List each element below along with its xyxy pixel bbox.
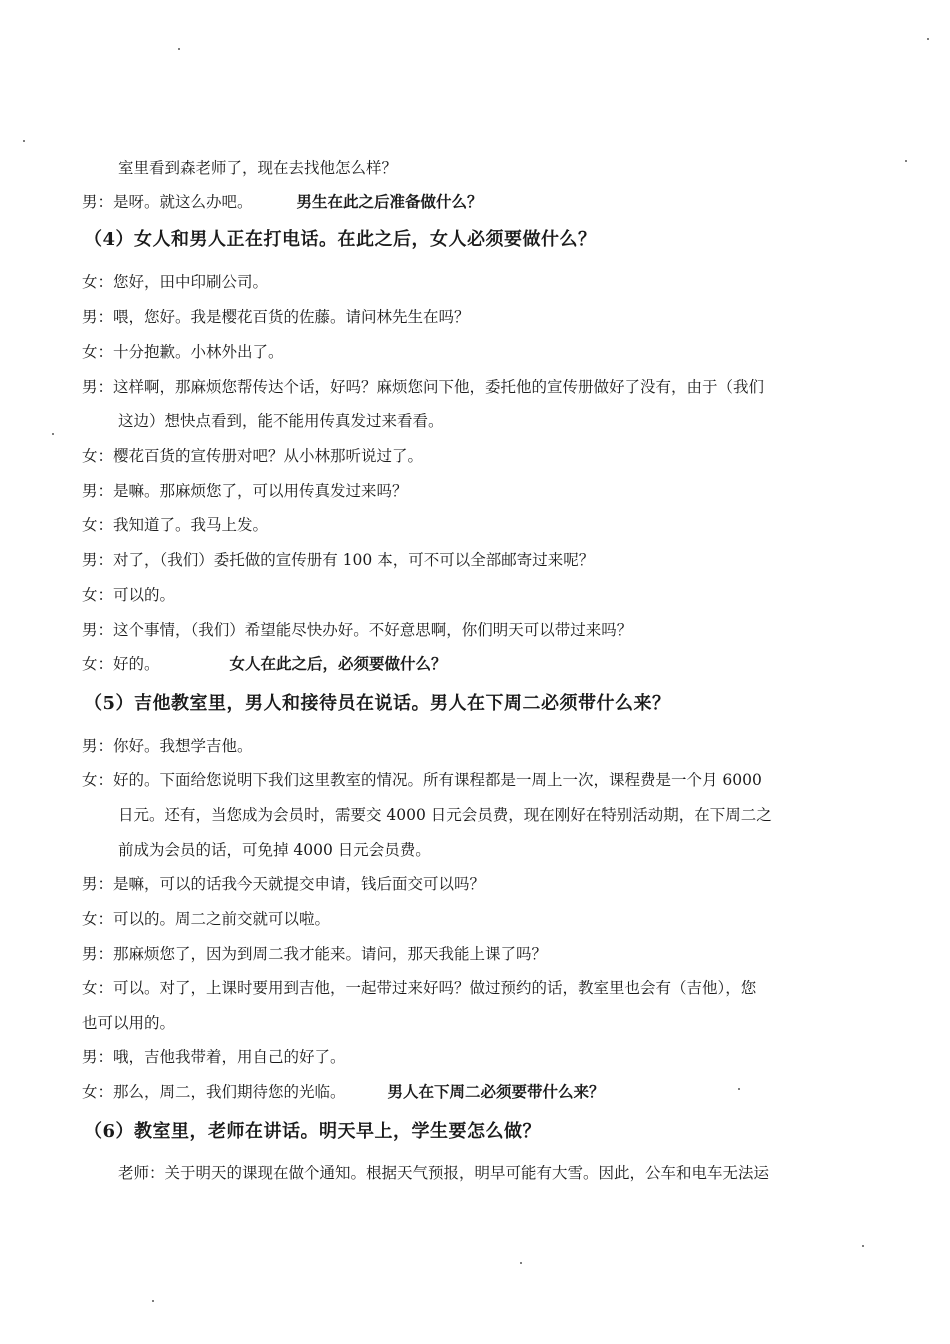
- question-text: 男生在此之后准备做什么？: [296, 192, 483, 211]
- scan-speck: [520, 1262, 522, 1264]
- scan-speck: [152, 1300, 154, 1302]
- dialogue-line: 女：好的。 女人在此之后，必须要做什么？: [82, 654, 447, 673]
- dialogue-line: 女：好的。下面给您说明下我们这里教室的情况。所有课程都是一周上一次，课程费是一个月 6000: [82, 771, 762, 789]
- dialogue-line: 女：可以的。: [82, 586, 176, 604]
- dialogue-line: 男：哦，吉他我带着，用自己的好了。: [82, 1048, 346, 1066]
- dialogue-line: 女：可以。对了，上课时要用到吉他，一起带过来好吗？做过预约的话，教室里也会有（吉他），您: [82, 979, 757, 997]
- dialogue-line: 男：是嘛，可以的话我今天就提交申请，钱后面交可以吗？: [82, 875, 486, 893]
- scan-speck: [862, 1245, 864, 1247]
- scan-speck: [23, 140, 25, 142]
- dialogue-line: 女：那么，周二，我们期待您的光临。 男人在下周二必须要带什么来？: [82, 1082, 605, 1101]
- dialogue-line: 女：我知道了。我马上发。: [82, 516, 269, 534]
- section-heading-4: （4）女人和男人正在打电话。在此之后，女人必须要做什么？: [84, 229, 597, 250]
- scan-speck: [905, 160, 907, 162]
- dialogue-line: 男：你好。我想学吉他。: [82, 737, 253, 755]
- scan-speck: [52, 433, 54, 435]
- dialogue-line: 男：是嘛。那麻烦您了，可以用传真发过来吗？: [82, 482, 408, 500]
- section-heading-5: （5）吉他教室里，男人和接待员在说话。男人在下周二必须带什么来？: [84, 693, 671, 714]
- dialogue-line: 老师：关于明天的课现在做个通知。根据天气预报，明早可能有大雪。因此，公车和电车无法运: [118, 1164, 770, 1182]
- question-text: 男人在下周二必须要带什么来？: [387, 1082, 605, 1101]
- dialogue-line: 男：对了，（我们）委托做的宣传册有 100 本，可不可以全部邮寄过来呢？: [82, 551, 595, 569]
- scan-speck: [927, 38, 929, 40]
- dialogue-line: 女：十分抱歉。小林外出了。: [82, 343, 284, 361]
- dialogue-line: 也可以用的。: [82, 1014, 176, 1032]
- scan-speck: [178, 48, 180, 50]
- dialogue-line: 前成为会员的话，可免掉 4000 日元会员费。: [118, 841, 431, 859]
- dialogue-line: 男：这样啊，那麻烦您帮传达个话，好吗？麻烦您问下他，委托他的宣传册做好了没有，由于（我们: [82, 378, 765, 396]
- section-heading-6: （6）教室里，老师在讲话。明天早上，学生要怎么做？: [84, 1121, 542, 1142]
- dialogue-line: 男：这个事情，（我们）希望能尽快办好。不好意思啊，你们明天可以带过来吗？: [82, 621, 633, 639]
- dialogue-line: 男：那麻烦您了，因为到周二我才能来。请问，那天我能上课了吗？: [82, 945, 548, 963]
- scan-speck: [738, 1088, 740, 1090]
- dialogue-line: 男：是呀。就这么办吧。 男生在此之后准备做什么？: [82, 192, 483, 211]
- dialogue-line: 女：樱花百货的宣传册对吧？从小林那听说过了。: [82, 447, 424, 465]
- dialogue-line: 日元。还有，当您成为会员时，需要交 4000 日元会员费，现在刚好在特别活动期，在下周二之: [118, 806, 772, 824]
- dialogue-line: 女：可以的。周二之前交就可以啦。: [82, 910, 331, 928]
- dialogue-line: 男：喂，您好。我是樱花百货的佐藤。请问林先生在吗？: [82, 308, 470, 326]
- question-text: 女人在此之后，必须要做什么？: [229, 654, 447, 673]
- dialogue-line: 女：您好，田中印刷公司。: [82, 273, 269, 291]
- dialogue-line: 这边）想快点看到，能不能用传真发过来看看。: [118, 412, 444, 430]
- dialogue-line: 室里看到森老师了，现在去找他怎么样？: [118, 159, 398, 177]
